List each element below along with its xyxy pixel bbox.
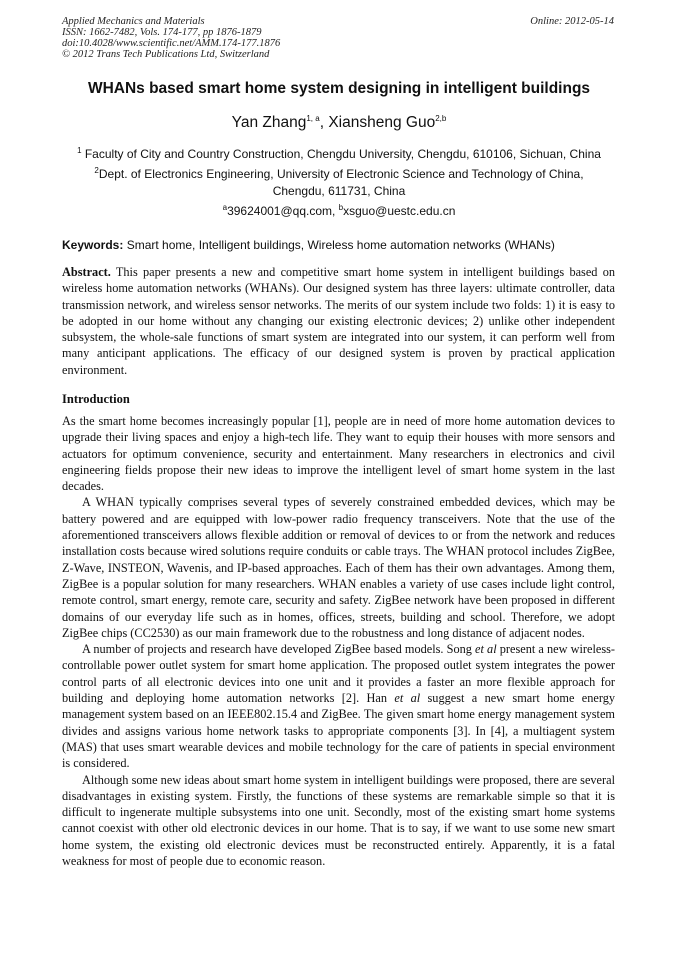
et-al: et al [475,642,497,657]
author-separator: , [319,114,329,131]
paragraph [62,641,615,771]
affiliation-text: Chengdu, 611731, China [272,184,406,198]
paragraph-text: suggest a new smart home energy management system based on an IEEE802.15.4 and ZigBee. The given smart home energy management system divides and assigns various home network tasks to appropriate components [3]. In [4], a multiagent system (MAS) that uses smart wearable devices and mobile technology for the care of patients in special environment is considered. [62,691,615,771]
email-superscript: b [338,203,344,212]
introduction-body [62,413,615,869]
author-line [0,114,678,132]
email-superscript: a [222,203,228,212]
author-superscript: 2,b [435,113,447,123]
abstract-label: Abstract. [62,265,111,279]
section-heading: Introduction [62,392,130,406]
issn-line: ISSN: 1662-7482, Vols. 174-177, pp 1876-1879 [62,27,262,38]
affiliation-1 [0,146,678,163]
keywords-text: Smart home, Intelligent buildings, Wireless home automation networks (WHANs) [123,238,555,252]
abstract-block [62,264,615,378]
email-address: 39624001@qq.com, [227,204,339,218]
et-al: et al [394,691,421,706]
author-superscript: 1, a [306,113,320,123]
paragraph-text: A number of projects and research have developed ZigBee based models. Song [82,642,476,657]
paper-title: WHANs based smart home system designing in intelligent buildings [87,80,591,97]
paragraph-text: present a new wireless-controllable power outlet system for smart home application. The proposed outlet system integrates the power control parts of all electronic devices into one unit and it provides a faster an more flexible approach for building and deploying home automation networks [2]. Han [62,642,615,706]
affiliation-superscript: 1 [77,146,82,155]
email-address: xsguo@uestc.edu.cn [343,204,456,218]
paragraph: As the smart home becomes increasingly popular [1], people are in need of more home automation devices to upgrade their living spaces and enjoy a high-tech life. They want to equip their houses with more sensors and actuators for optimum convenience, security and entertainment. Many researchers in electronics and civil engineering fields propose their new ideas to improve the intelligent level of smart home system in the last decades. [62,414,615,494]
author-name: Xiansheng Guo [328,114,436,131]
affiliation-text: Faculty of City and Country Construction, Chengdu University, Chengdu, 610106, Sichuan, China [81,147,601,161]
doi-line: doi:10.4028/www.scientific.net/AMM.174-177.1876 [62,38,281,49]
author-name: Yan Zhang [231,114,307,131]
online-date: Online: 2012-05-14 [530,16,614,27]
email-line [0,203,678,220]
journal-name: Applied Mechanics and Materials [62,16,205,27]
keywords-label: Keywords: [62,238,124,252]
copyright-line: © 2012 Trans Tech Publications Ltd, Switzerland [62,49,270,60]
abstract-text: This paper presents a new and competitive smart home system in intelligent buildings based on wireless home automation networks (WHANs). Our designed system has three layers: ultimate controller, data transmission network, and wireless sensor networks. The merits of our system include two folds: 1) it is easy to be adopted in our home without any changing our existing electronic devices; 2) unlike other independent subsystem, the whole-sale functions of smart system are integrated into our system, it can perform well from many anticipant applications. The efficacy of our designed system is proven by practical application environment. [62,265,615,377]
paragraph: A WHAN typically comprises several types of severely constrained embedded devices, which may be battery powered and are equipped with low-power radio frequency transceivers. Note that the use of the aforementioned transceivers allows flexible addition or removal of devices to or from the network and reduces installation costs because wired solutions require conduits or cable trays. The WHAN protocol includes ZigBee, Z-Wave, INSTEON, Wavenis, and IP-based approaches. Each of them has their own advantages. Among them, ZigBee is a popular solution for many researchers. WHAN enables a variety of use cases include light control, remote control, smart energy, remote care, security and safety. ZigBee network have been proposed in different domains of our everyday life such as in homes, offices, streets, building and school. Therefore, we adopt ZigBee chips (CC2530) as our main framework due to the robustness and long distance of adjacent nodes. [62,495,615,640]
affiliation-text: Dept. of Electronics Engineering, University of Electronic Science and Technology of China, [98,167,584,181]
affiliation-superscript: 2 [94,166,99,175]
affiliation-2 [0,166,678,200]
keywords-line [62,238,622,252]
paragraph: Although some new ideas about smart home system in intelligent buildings were proposed, there are several disadvantages in existing system. Firstly, the functions of these systems are remarkable simple so that it is difficult to ingenerate multiple subsystems into one unit. Secondly, most of the existing smart home systems cannot coexist with other old electronic devices in our home. That is to say, if we want to use some new smart home system, the existing old electronic devices must be reconstructed entirely. Apparently, it is a fatal weakness for most of people due to economic reason. [62,772,615,869]
